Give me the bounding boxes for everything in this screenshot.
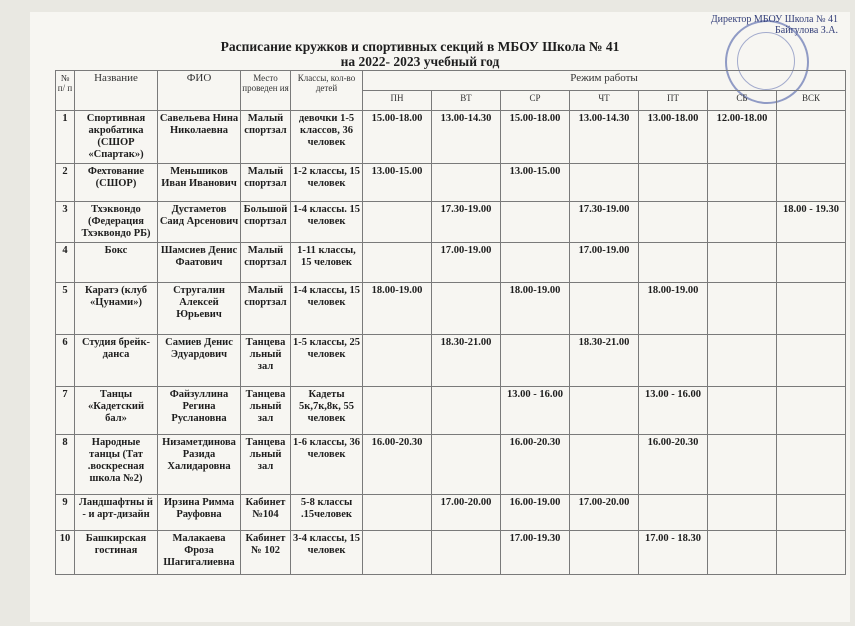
row-fio: Ирзина Римма Рауфовна — [158, 495, 241, 531]
row-fio: Малакаева Фроза Шагигалиевна — [158, 531, 241, 575]
row-day-time — [777, 164, 846, 202]
row-place: Малый спортзал — [241, 111, 291, 164]
row-day-time: 17.00 - 18.30 — [639, 531, 708, 575]
row-day-time: 18.00 - 19.30 — [777, 202, 846, 243]
row-name: Спортивная акробатика (СШОР «Спартак») — [75, 111, 158, 164]
document-title — [180, 39, 660, 69]
row-day-time: 16.00-20.30 — [501, 435, 570, 495]
header-day: ЧТ — [570, 91, 639, 111]
row-day-time — [639, 495, 708, 531]
approval-stamp — [711, 14, 838, 36]
row-num: 6 — [56, 335, 75, 387]
row-day-time — [363, 202, 432, 243]
row-day-time: 16.00-20.30 — [363, 435, 432, 495]
row-day-time — [708, 531, 777, 575]
row-name: Ландшафтны й - и арт-дизайн — [75, 495, 158, 531]
header-day: ВСК — [777, 91, 846, 111]
row-day-time: 16.00-20.30 — [639, 435, 708, 495]
row-day-time: 17.30-19.00 — [570, 202, 639, 243]
row-day-time: 15.00-18.00 — [363, 111, 432, 164]
row-day-time: 13.00-18.00 — [639, 111, 708, 164]
row-day-time — [432, 164, 501, 202]
header-classes: Классы, кол-во детей — [291, 71, 363, 111]
row-day-time — [777, 335, 846, 387]
row-place: Малый спортзал — [241, 243, 291, 283]
row-day-time — [501, 335, 570, 387]
row-day-time: 17.00-19.00 — [432, 243, 501, 283]
row-classes: 1-11 классы, 15 человек — [291, 243, 363, 283]
title-line-2: на 2022- 2023 учебный год — [340, 54, 500, 69]
row-day-time: 12.00-18.00 — [708, 111, 777, 164]
row-name: Танцы «Кадетский бал» — [75, 387, 158, 435]
row-day-time — [777, 435, 846, 495]
table-row — [56, 387, 846, 435]
row-place: Большой спортзал — [241, 202, 291, 243]
row-day-time — [570, 531, 639, 575]
table-row — [56, 202, 846, 243]
row-day-time — [432, 387, 501, 435]
row-day-time: 18.00-19.00 — [363, 283, 432, 335]
table-row — [56, 111, 846, 164]
row-num: 8 — [56, 435, 75, 495]
row-classes: 5-8 классы .15человек — [291, 495, 363, 531]
row-day-time: 13.00-14.30 — [570, 111, 639, 164]
row-day-time — [570, 283, 639, 335]
row-place: Кабинет №104 — [241, 495, 291, 531]
header-day: ВТ — [432, 91, 501, 111]
row-fio: Дустаметов Саид Арсенович — [158, 202, 241, 243]
row-num: 2 — [56, 164, 75, 202]
stamp-line: Директор МБОУ Школа № 41 — [710, 14, 838, 25]
row-day-time: 13.00-15.00 — [501, 164, 570, 202]
row-day-time — [501, 243, 570, 283]
row-num: 7 — [56, 387, 75, 435]
row-fio: Файзуллина Регина Руслановна — [158, 387, 241, 435]
header-day: СБ — [708, 91, 777, 111]
row-day-time — [432, 435, 501, 495]
row-fio: Самиев Денис Эдуардович — [158, 335, 241, 387]
table-row — [56, 283, 846, 335]
row-day-time — [570, 164, 639, 202]
table-row — [56, 335, 846, 387]
row-num: 10 — [56, 531, 75, 575]
row-day-time — [570, 435, 639, 495]
table-row — [56, 435, 846, 495]
row-day-time: 17.00-19.00 — [570, 243, 639, 283]
row-name: Башкирская гостиная — [75, 531, 158, 575]
row-day-time: 18.00-19.00 — [501, 283, 570, 335]
row-num: 4 — [56, 243, 75, 283]
row-day-time — [363, 243, 432, 283]
row-place: Малый спортзал — [241, 164, 291, 202]
row-classes: 1-4 классы, 15 человек — [291, 283, 363, 335]
row-classes: 1-2 классы, 15 человек — [291, 164, 363, 202]
row-day-time — [639, 202, 708, 243]
row-day-time — [777, 495, 846, 531]
row-day-time — [432, 283, 501, 335]
header-place: Место проведен ия — [241, 71, 291, 111]
row-day-time — [639, 335, 708, 387]
row-day-time — [363, 495, 432, 531]
row-name: Фехтование (СШОР) — [75, 164, 158, 202]
table-row — [56, 495, 846, 531]
document-sheet — [30, 12, 850, 622]
row-place: Танцева льный зал — [241, 435, 291, 495]
row-day-time — [639, 243, 708, 283]
row-day-time: 16.00-19.00 — [501, 495, 570, 531]
row-classes: 1-5 классы, 25 человек — [291, 335, 363, 387]
row-day-time — [777, 531, 846, 575]
row-day-time: 18.30-21.00 — [432, 335, 501, 387]
row-name: Бокс — [75, 243, 158, 283]
row-day-time: 18.00-19.00 — [639, 283, 708, 335]
header-row — [56, 71, 846, 91]
header-name: Название — [75, 71, 158, 111]
row-fio: Меньшиков Иван Иванович — [158, 164, 241, 202]
row-day-time — [432, 531, 501, 575]
header-day: ПН — [363, 91, 432, 111]
row-place: Танцева льный зал — [241, 387, 291, 435]
title-line-1: Расписание кружков и спортивных секций в МБОУ Школа № 41 — [220, 39, 620, 54]
row-day-time — [708, 335, 777, 387]
row-name: Народные танцы (Тат .воскресная школа №2) — [75, 435, 158, 495]
row-name: Каратэ (клуб «Цунами») — [75, 283, 158, 335]
schedule-body — [56, 111, 846, 575]
header-num: № п/ п — [56, 71, 75, 111]
row-day-time — [708, 435, 777, 495]
row-day-time: 13.00-14.30 — [432, 111, 501, 164]
row-day-time — [708, 243, 777, 283]
row-place: Кабинет № 102 — [241, 531, 291, 575]
row-num: 5 — [56, 283, 75, 335]
row-fio: Низаметдинова Разида Халидаровна — [158, 435, 241, 495]
row-num: 1 — [56, 111, 75, 164]
schedule-table — [55, 70, 846, 575]
row-day-time: 17.00-19.30 — [501, 531, 570, 575]
row-day-time: 13.00 - 16.00 — [639, 387, 708, 435]
row-day-time: 17.00-20.00 — [432, 495, 501, 531]
row-fio: Стругалин Алексей Юрьевич — [158, 283, 241, 335]
row-day-time — [363, 387, 432, 435]
row-day-time — [708, 283, 777, 335]
row-day-time: 17.30-19.00 — [432, 202, 501, 243]
row-classes: 1-6 классы, 36 человек — [291, 435, 363, 495]
row-day-time — [708, 495, 777, 531]
row-day-time — [708, 164, 777, 202]
row-day-time — [501, 202, 570, 243]
row-classes: Кадеты 5к,7к,8к, 55 человек — [291, 387, 363, 435]
table-row — [56, 164, 846, 202]
row-day-time — [570, 387, 639, 435]
table-row — [56, 243, 846, 283]
row-place: Малый спортзал — [241, 283, 291, 335]
row-name: Тхэквондо (Федерация Тхэквондо РБ) — [75, 202, 158, 243]
row-name: Студия брейк-данса — [75, 335, 158, 387]
row-day-time — [777, 243, 846, 283]
row-day-time: 13.00 - 16.00 — [501, 387, 570, 435]
row-place: Танцева льный зал — [241, 335, 291, 387]
row-day-time — [777, 111, 846, 164]
row-day-time — [777, 387, 846, 435]
row-day-time — [363, 335, 432, 387]
row-day-time — [639, 164, 708, 202]
row-classes: 1-4 классы. 15 человек — [291, 202, 363, 243]
row-day-time: 17.00-20.00 — [570, 495, 639, 531]
header-day: ПТ — [639, 91, 708, 111]
row-day-time: 18.30-21.00 — [570, 335, 639, 387]
row-day-time: 13.00-15.00 — [363, 164, 432, 202]
row-day-time — [708, 202, 777, 243]
row-day-time: 15.00-18.00 — [501, 111, 570, 164]
header-mode: Режим работы — [363, 71, 846, 91]
header-fio: ФИО — [158, 71, 241, 111]
row-num: 3 — [56, 202, 75, 243]
row-fio: Савельева Нина Николаевна — [158, 111, 241, 164]
table-row — [56, 531, 846, 575]
header-day: СР — [501, 91, 570, 111]
row-fio: Шамсиев Денис Фаатович — [158, 243, 241, 283]
row-day-time — [777, 283, 846, 335]
row-classes: девочки 1-5 классов, 36 человек — [291, 111, 363, 164]
row-num: 9 — [56, 495, 75, 531]
row-classes: 3-4 классы, 15 человек — [291, 531, 363, 575]
row-day-time — [708, 387, 777, 435]
stamp-line: Байгулова З.А. — [775, 25, 838, 36]
row-day-time — [363, 531, 432, 575]
